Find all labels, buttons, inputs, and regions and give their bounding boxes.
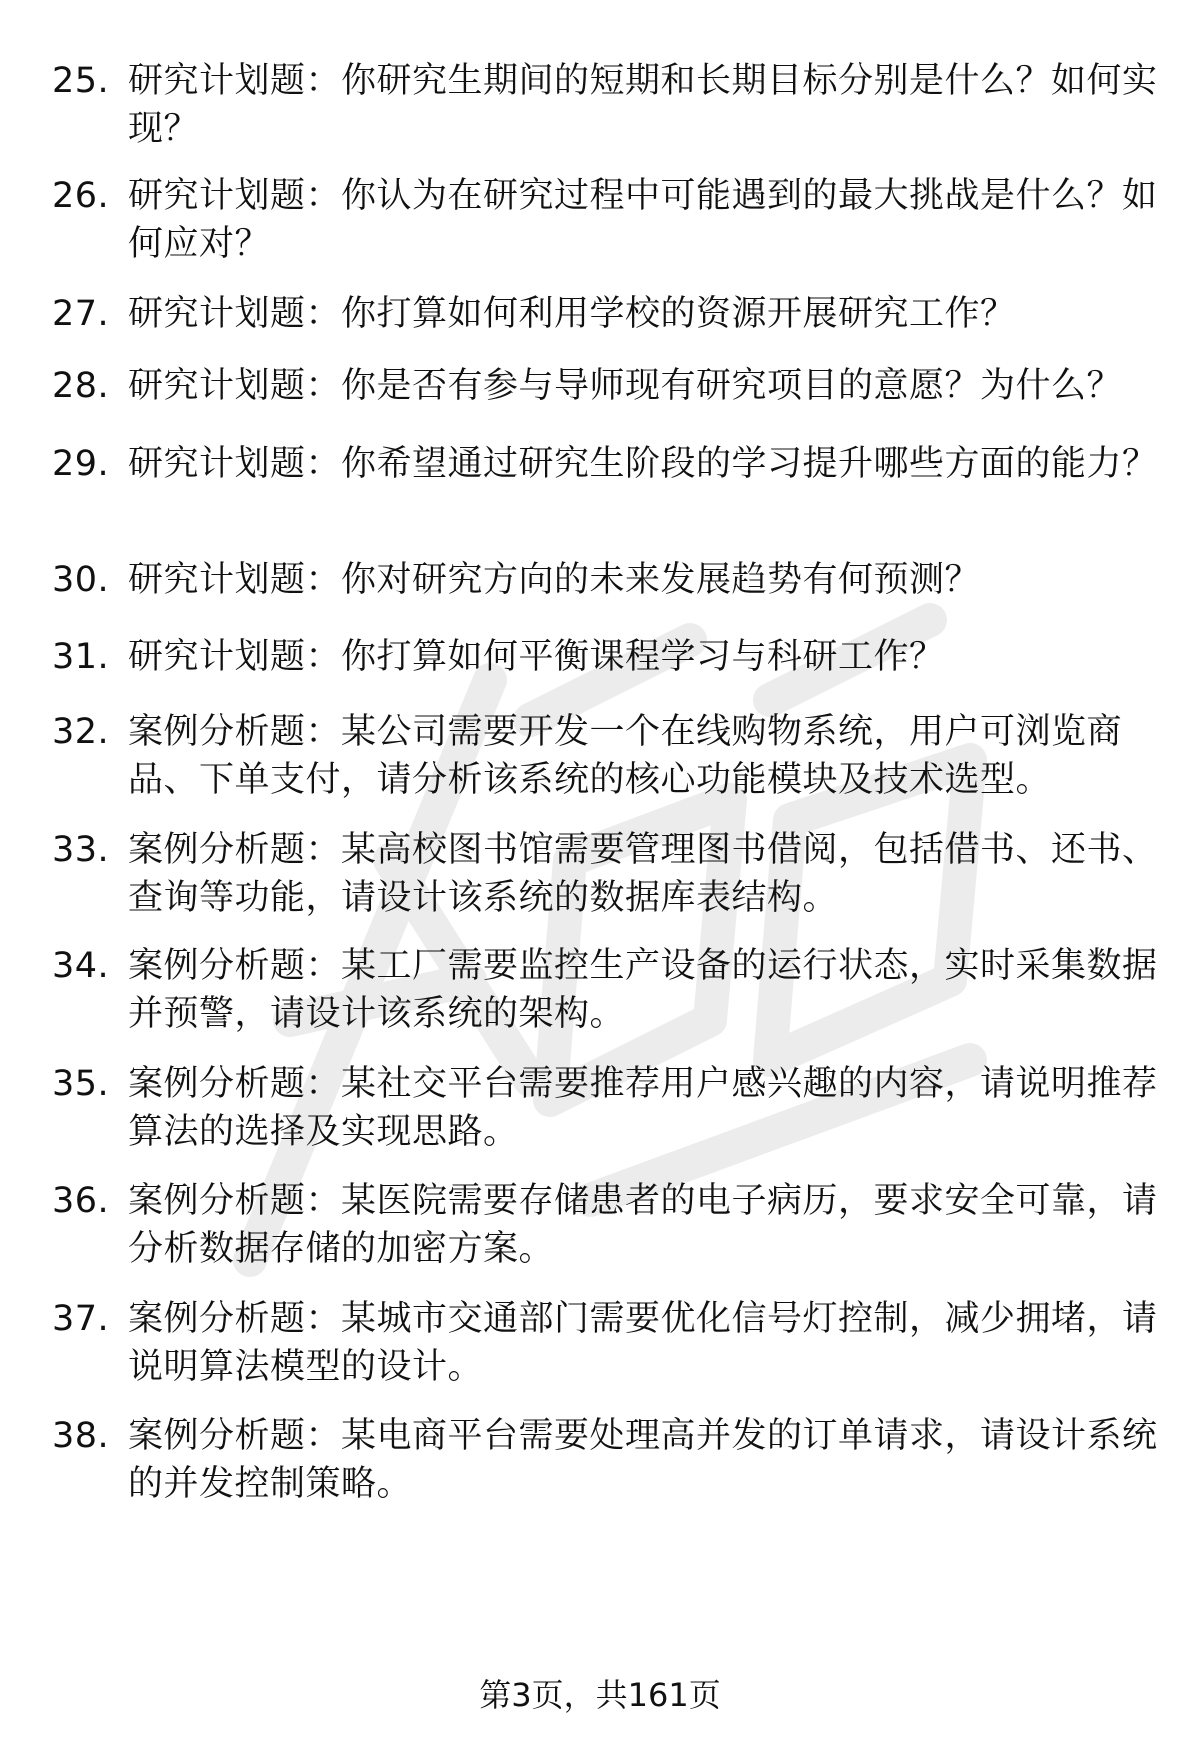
question-text: 案例分析题：某社交平台需要推荐用户感兴趣的内容，请说明推荐算法的选择及实现思路。	[128, 1064, 1158, 1152]
question-text: 研究计划题：你对研究方向的未来发展趋势有何预测？	[128, 560, 981, 600]
question-text: 案例分析题：某城市交通部门需要优化信号灯控制，减少拥堵，请说明算法模型的设计。	[128, 1299, 1158, 1387]
question-number: 28.	[52, 366, 110, 406]
question-text: 案例分析题：某高校图书馆需要管理图书借阅，包括借书、还书、查询等功能，请设计该系统的数据库表结构。	[128, 830, 1158, 918]
question-text: 研究计划题：你是否有参与导师现有研究项目的意愿？为什么？	[128, 366, 1123, 406]
question-text: 案例分析题：某医院需要存储患者的电子病历，要求安全可靠，请分析数据存储的加密方案。	[128, 1181, 1158, 1269]
question-text: 研究计划题：你打算如何利用学校的资源开展研究工作？	[128, 294, 1016, 334]
question-text: 研究计划题：你希望通过研究生阶段的学习提升哪些方面的能力？	[128, 444, 1158, 484]
page-number-footer: 第3页，共161页	[479, 1676, 721, 1714]
question-number: 37.	[52, 1299, 110, 1339]
question-text: 研究计划题：你研究生期间的短期和长期目标分别是什么？如何实现？	[128, 61, 1158, 149]
question-text: 案例分析题：某公司需要开发一个在线购物系统，用户可浏览商品、下单支付，请分析该系统的核心功能模块及技术选型。	[128, 712, 1123, 800]
question-number: 38.	[52, 1416, 110, 1456]
question-number: 33.	[52, 830, 110, 870]
question-number: 31.	[52, 637, 110, 677]
question-number: 29.	[52, 444, 110, 484]
question-text: 案例分析题：某电商平台需要处理高并发的订单请求，请设计系统的并发控制策略。	[128, 1416, 1158, 1504]
question-number: 25.	[52, 61, 110, 101]
question-number: 36.	[52, 1181, 110, 1221]
question-number: 30.	[52, 560, 110, 600]
question-number: 34.	[52, 946, 110, 986]
question-text: 案例分析题：某工厂需要监控生产设备的运行状态，实时采集数据并预警，请设计该系统的架构。	[128, 946, 1158, 1034]
question-number: 27.	[52, 294, 110, 334]
question-number: 32.	[52, 712, 110, 752]
question-text: 研究计划题：你打算如何平衡课程学习与科研工作？	[128, 637, 945, 677]
question-number: 35.	[52, 1064, 110, 1104]
question-number: 26.	[52, 176, 110, 216]
question-text: 研究计划题：你认为在研究过程中可能遇到的最大挑战是什么？如何应对？	[128, 176, 1158, 264]
